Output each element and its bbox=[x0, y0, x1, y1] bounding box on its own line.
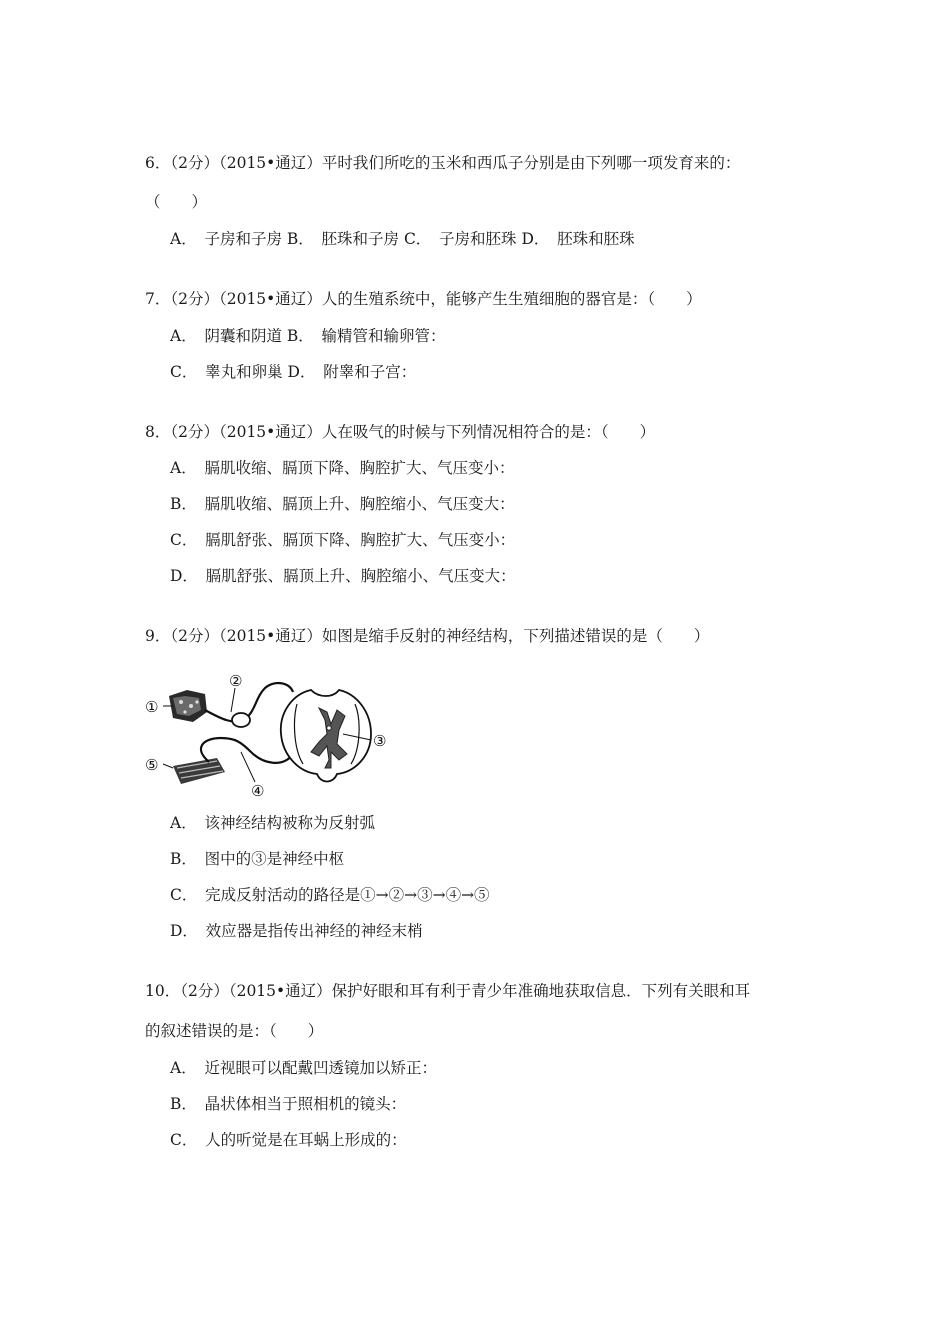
label-2: ② bbox=[229, 672, 243, 690]
question-9-option-c: C． 完成反射活动的路径是①→②→③→④→⑤ bbox=[170, 886, 490, 904]
question-10-option-b: B． 晶状体相当于照相机的镜头： bbox=[170, 1095, 407, 1113]
label-5: ⑤ bbox=[145, 756, 159, 774]
question-7-options-row-1: A． 阴囊和阴道 B． 输精管和输卵管： bbox=[170, 327, 446, 345]
question-8-option-b: B． 膈肌收缩、膈顶上升、胸腔缩小、气压变大： bbox=[170, 495, 515, 513]
question-6-options: A． 子房和子房 B． 胚珠和子房 C． 子房和胚珠 D． 胚珠和胚珠 bbox=[170, 230, 635, 248]
question-6-stem: 6．（2分）（2015•通辽）平时我们所吃的玉米和西瓜子分别是由下列哪一项发育来的： bbox=[145, 154, 741, 172]
label-3: ③ bbox=[373, 732, 387, 750]
question-8-option-c: C． 膈肌舒张、膈顶下降、胸腔扩大、气压变小： bbox=[170, 531, 516, 549]
question-9-option-b: B． 图中的③是神经中枢 bbox=[170, 850, 345, 868]
label-4: ④ bbox=[251, 782, 265, 800]
question-10-option-c: C． 人的听觉是在耳蜗上形成的： bbox=[170, 1131, 407, 1149]
question-10-option-a: A． 近视眼可以配戴凹透镜加以矫正： bbox=[170, 1059, 437, 1077]
effector-illustration bbox=[173, 758, 225, 784]
question-10-stem-continued: 的叙述错误的是：（ ） bbox=[145, 1022, 324, 1040]
receptor-illustration bbox=[169, 690, 207, 722]
question-8-stem: 8．（2分）（2015•通辽）人在吸气的时候与下列情况相符合的是：（ ） bbox=[145, 423, 656, 441]
label-1: ① bbox=[145, 698, 159, 716]
question-8-option-a: A． 膈肌收缩、膈顶下降、胸腔扩大、气压变小： bbox=[170, 459, 515, 477]
question-9-stem: 9．（2分）（2015•通辽）如图是缩手反射的神经结构，下列描述错误的是（ ） bbox=[145, 627, 710, 645]
question-9-option-d: D． 效应器是指传出神经的神经末梢 bbox=[170, 922, 423, 940]
question-10-stem: 10．（2分）（2015•通辽）保护好眼和耳有利于青少年准确地获取信息．下列有关眼和耳 bbox=[145, 982, 751, 1000]
question-7-stem: 7．（2分）（2015•通辽）人的生殖系统中，能够产生生殖细胞的器官是：（ ） bbox=[145, 290, 702, 308]
question-9-option-a: A． 该神经结构被称为反射弧 bbox=[170, 814, 375, 832]
question-8-option-d: D． 膈肌舒张、膈顶上升、胸腔缩小、气压变大： bbox=[170, 567, 516, 585]
reflex-arc-figure bbox=[143, 668, 393, 800]
question-6-stem-continued: （ ） bbox=[145, 193, 208, 211]
question-7-options-row-2: C． 睾丸和卵巢 D． 附睾和子宫： bbox=[170, 363, 417, 381]
spinal-cord-illustration bbox=[281, 690, 371, 782]
